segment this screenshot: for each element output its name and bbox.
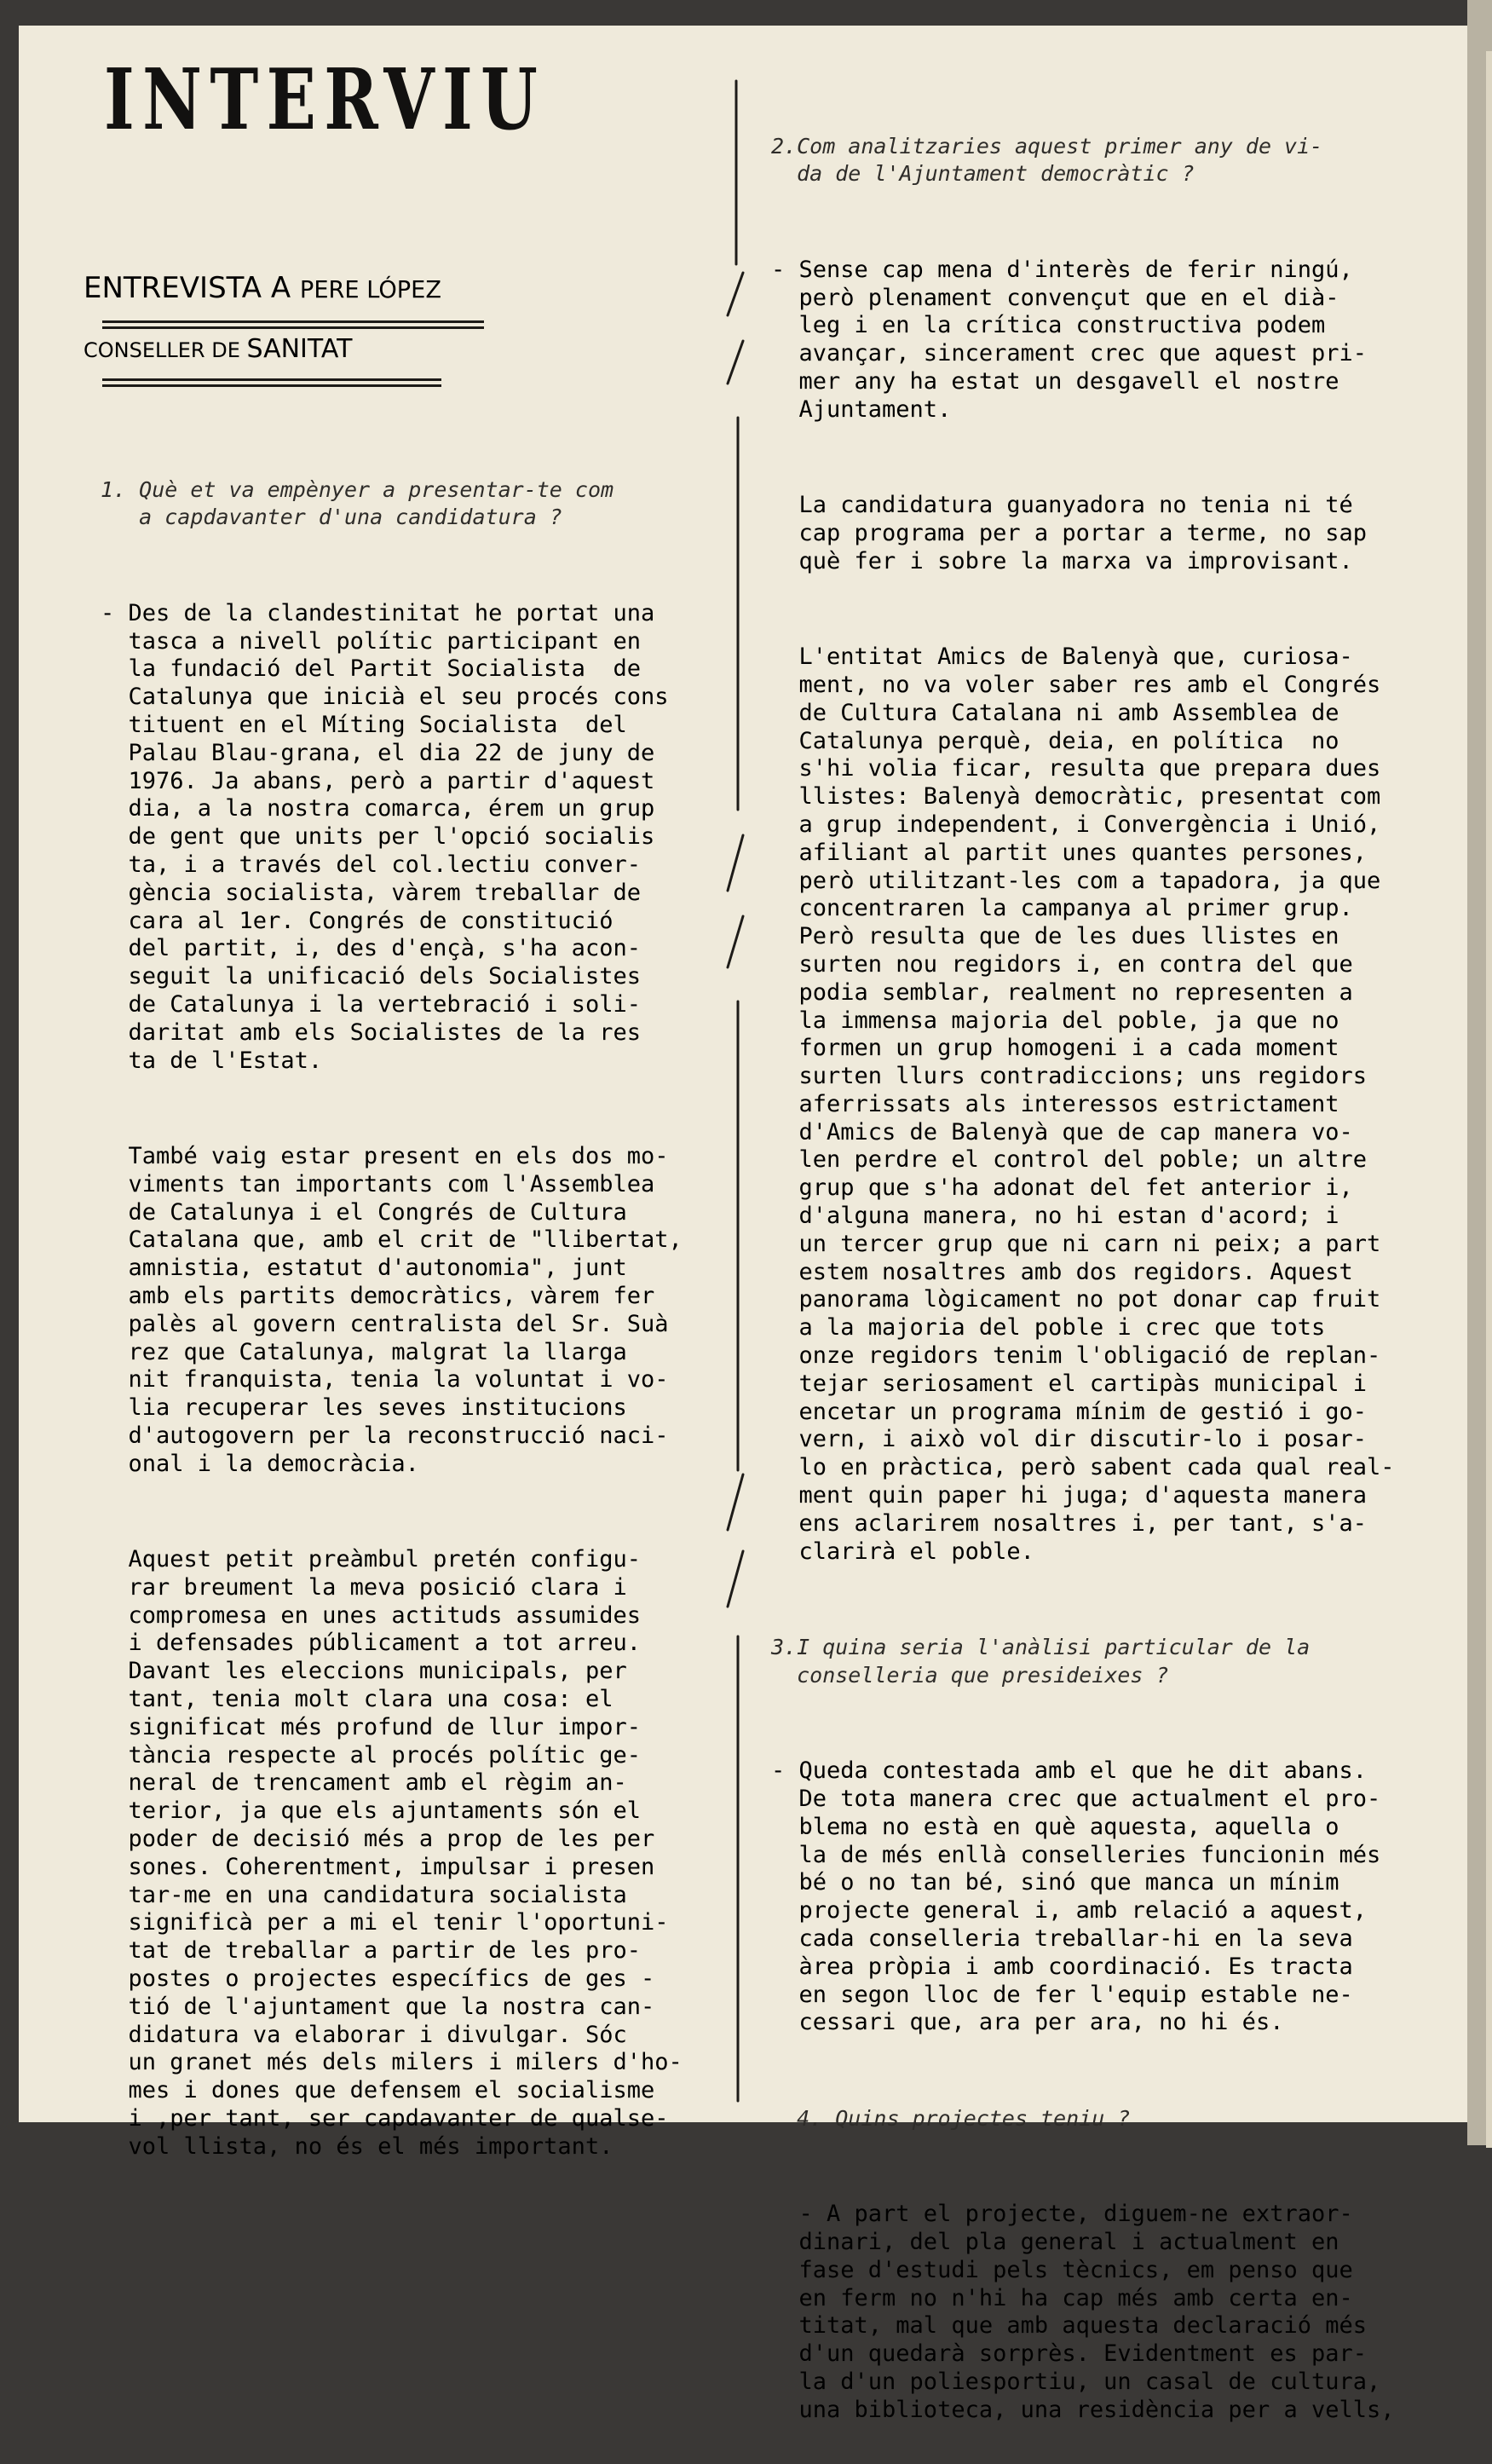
left-column: [101, 420, 714, 2201]
interviewee-department: SANITAT: [246, 334, 353, 364]
answer-1-paragraph-1: - Des de la clandestinitat he portat una tasca a nivell polític participant en la fundació del Partit Socialista de Catalunya que inicià el seu procés cons tituent en el Míting Socialista del Palau Blau-grana, el dia 22 de juny de 1976. Ja abans, però a partir d'aquest dia, a la nostra comarca, érem un grup de gent que units per l'opció socialis ta, i a través del col.lectiu conver- gència socialista, vàrem treballar de cara al 1er. Congrés de constitució del partit, i, des d'ençà, s'ha acon- seguit la unificació dels Socialistes de Catalunya i la vertebració i soli- daritat amb els Socialistes de la res ta de l'Estat.: [101, 599, 669, 1074]
role-underline-1: [102, 378, 441, 381]
binding-strip: [1486, 51, 1492, 2148]
interviewee-role: [84, 334, 352, 364]
interviewee-role-prefix: CONSELLER DE: [84, 338, 247, 362]
answer-4: - A part el projecte, diguem-ne extraor- dinari, del pla general i actualment en fase d'estudi pels tècnics, em penso que en ferm no n'hi ha cap més amb certa en- titat, mal que amb aquesta declaració més d'un quedarà sorprès. Evidentment es par- la d'un poliesportiu, un casal de cultura, una biblioteca, una residència per a vells,: [798, 2201, 1395, 2423]
question-4: 4. Quins projectes teniu ?: [771, 2105, 1131, 2131]
role-underline-2: [102, 384, 441, 387]
question-3: 3.I quina seria l'anàlisi particular de la conselleria que presideixes ?: [771, 1635, 1311, 1688]
question-2: 2.Com analitzaries aquest primer any de vi- da de l'Ajuntament democràtic ?: [771, 133, 1323, 187]
right-column: [771, 77, 1395, 2464]
answer-3: - Queda contestada amb el que he dit abans. De tota manera crec que actualment el pro- blema no està en què aquesta, aquella o la de més enllà conselleries funcionin més bé o no tan bé, sinó que manca un mínim projecte general i, amb relació a aquest, cada conselleria treballar-hi en la seva àrea pròpia i amb coordinació. Es tracta en segon lloc de fer l'equip estable ne- cessari que, ara per ara, no hi és.: [771, 1757, 1381, 2036]
answer-2-paragraph-3: L'entitat Amics de Balenyà que, curiosa- ment, no va voler saber res amb el Congrés de Cultura Catalana ni amb Assemblea de Catalunya perquè, deia, en política no s'hi volia ficar, resulta que prepara dues llistes: Balenyà democràtic, presentat com a grup independent, i Convergència i Unió, afiliant al partit unes quantes persones, però utilitzant-les com a tapadora, ja que concentraren la campanya al primer grup. Però resulta que de les dues llistes en surten nou regidors i, en contra del que podia semblar, realment no representen a la immensa majoria del poble, ja que no formen un grup homogeni i a cada moment surten llurs contradiccions; uns regidors aferrissats als interessos estrictament d'Amics de Balenyà que de cap manera vo- len perdre el control del poble; un altre grup que s'ha adonat del fet anterior i, d'alguna manera, no hi estan d'acord; i un tercer grup que ni carn ni peix; a part estem nosaltres amb dos regidors. Aquest panorama lògicament no pot donar cap fruit a la majoria del poble i crec que tots onze regidors tenim l'obligació de replan- tejar seriosament el cartipàs municipal i encetar un programa mínim de gestió i go- vern, i això vol dir discutir-lo i posar- lo en pràctica, però sabent cada qual real- ment quin paper hi juga; d'aquesta manera ens aclarirem nosaltres i, per tant, s'a- clarirà el poble.: [798, 643, 1395, 1565]
interviewee-name: PERE LÓPEZ: [299, 277, 441, 303]
heading-underline-2: [102, 326, 484, 329]
answer-1-paragraph-3: Aquest petit preàmbul pretén configu- rar breument la meva posició clara i compromesa en unes actituds assumides i defensades públicament a tot arreu. Davant les eleccions municipals, per tant, tenia molt clara una cosa: el significat més profund de llur impor- tància respecte al procés polític ge- neral de trencament amb el règim an- terior, ja que els ajuntaments són el poder de decisió més a prop de les per sones. Coherentment, impulsar i presen tar-me en una candidatura socialista significà per a mi el tenir l'oportuni- tat de treballar a partir de les pro- postes o projectes específics de ges - tió de l'ajuntament que la nostra can- didatura va elaborar i divulgar. Sóc un granet més dels milers i milers d'ho- mes i dones que defensem el socialisme i ,per tant, ser capdavanter de qualse- vol llista, no és el més important.: [128, 1546, 683, 2160]
answer-1-paragraph-2: També vaig estar present en els dos mo- viments tan importants com l'Assemblea de Catalunya i el Congrés de Cultura Catalana que, amb el crit de "llibertat, amnistia, estatut d'autonomia", junt amb els partits democràtics, vàrem fer palès al govern centralista del Sr. Suà rez que Catalunya, malgrat la llarga nit franquista, tenia la voluntat i vo- lia recuperar les seves institucions d'autogovern per la reconstrucció naci- onal i la democràcia.: [128, 1142, 683, 1477]
page-title: INTERVIU: [104, 51, 546, 149]
heading-underline-1: [102, 320, 484, 323]
interview-heading: [84, 271, 441, 305]
answer-2-paragraph-2: La candidatura guanyadora no tenia ni té cap programa per a portar a terme, no sap què fer i sobre la marxa va improvisant.: [798, 492, 1367, 574]
question-1: 1. Què et va empènyer a presentar-te com a capdavanter d'una candidatura ?: [101, 476, 614, 530]
interview-heading-prefix: ENTREVISTA A: [84, 271, 300, 305]
answer-2-paragraph-1: - Sense cap mena d'interès de ferir ningú, però plenament convençut que en el dià- leg i en la crítica constructiva podem avançar, sincerament crec que aquest pri- mer any ha estat un desgavell el nostre Ajuntament.: [771, 256, 1367, 423]
